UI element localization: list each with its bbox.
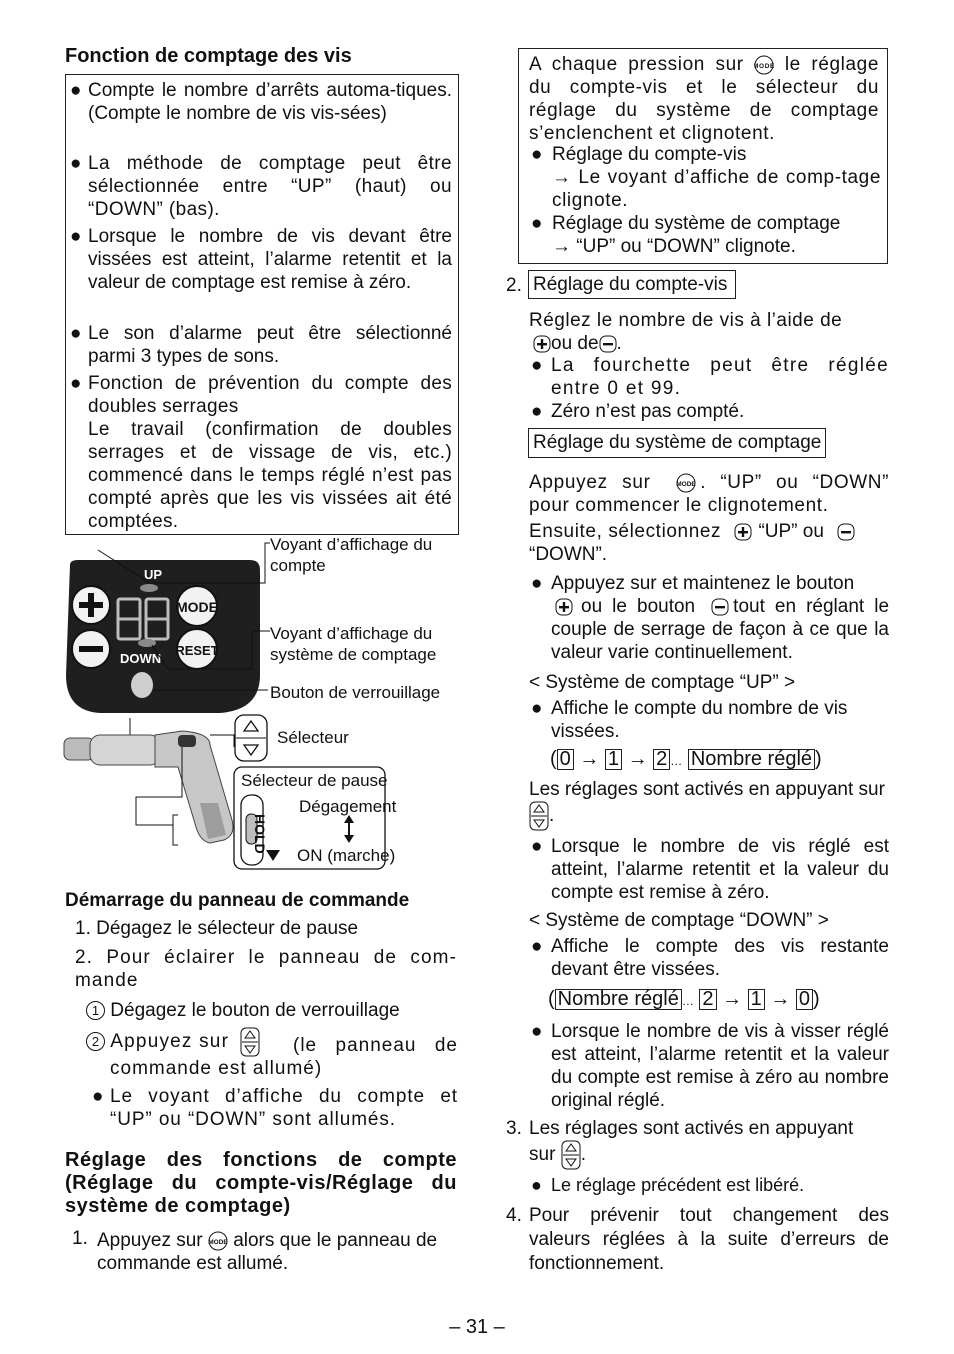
bullet-icon: ● (70, 153, 82, 174)
page-number: – 31 – (449, 1316, 505, 1338)
label-on: ON (marche) (297, 846, 396, 865)
startup-substep-1: 1 Dégagez le bouton de verrouillage (86, 999, 400, 1022)
bullet-icon: ● (531, 573, 543, 594)
list-item: ● Réglage du compte-vis → Le voyant d’affiche de comp-tage clignote. (531, 144, 881, 211)
section-title-counting-settings: Réglage des fonctions de compte (Réglage du compte-vis/Réglage du système de comptage) (65, 1149, 457, 1217)
minus-icon (711, 598, 729, 616)
section-title-startup: Démarrage du panneau de commande (65, 890, 410, 911)
mode-label: MODE (176, 599, 218, 615)
counting-system-instruction-1: Appuyez sur MODE . “UP” ou “DOWN” pour commencer le clignotement. (529, 472, 889, 516)
screwdriver-illustration (64, 731, 233, 843)
bullet-icon: ● (70, 80, 82, 101)
list-item: ● La fourchette peut être réglée entre 0 et 99. (531, 355, 889, 399)
mode-icon (676, 473, 696, 493)
minus-icon (837, 523, 855, 541)
bullet-icon: ● (70, 226, 82, 247)
startup-substep-2: 2 Appuyez sur (86, 1027, 458, 1057)
mode-icon (754, 55, 774, 75)
label-pause-selector: Sélecteur de pause (241, 771, 388, 790)
activation-note: Les réglages sont activés en appuyant sur . (529, 778, 889, 831)
bullet-icon: ● (531, 144, 543, 165)
step-number: 1. (72, 1228, 88, 1249)
plus-icon (533, 335, 551, 353)
startup-step-2: 2. Pour éclairer le panneau de com-mande (75, 947, 457, 991)
mode-info-intro: A chaque pression sur MODE le réglage du compte-vis et le sélecteur du réglage du système de comptage s’enclenchent et clignotent. (529, 54, 879, 144)
plus-icon (555, 598, 573, 616)
list-item: ● Fonction de prévention du compte des doubles serrages Le travail (confirmation de doubles serrages et de vissage de vis, etc.) commencé dans le temps réglé n’est pas compté après que les vis vissées ait été comptées. (70, 373, 452, 532)
list-item: ● Compte le nombre d’arrêts automa-tiques. (Compte le nombre de vis vis-sées) (70, 80, 452, 124)
screw-count-instruction-2: ou de . (533, 332, 622, 355)
control-panel-diagram (60, 535, 460, 875)
step-number: 2. (506, 275, 522, 296)
svg-text:MODE: MODE (208, 1238, 228, 1246)
bullet-icon: ● (531, 836, 543, 857)
list-item: ● Zéro n’est pas compté. (531, 401, 745, 422)
counting-system-instruction-2: Ensuite, sélectionnez “UP” ou “DOWN”. (529, 520, 889, 566)
list-item: ● La méthode de comptage peut être sélectionnée entre “UP” (haut) ou “DOWN” (bas). (70, 153, 452, 220)
list-item: ● Le voyant d’affiche du compte et “UP” ou “DOWN” sont allumés. (92, 1086, 458, 1130)
list-item: ● Appuyez sur et maintenez le bouton ou le bouton tout en réglant le couple de serrage de façon à ce que la valeur varie continuellement. (531, 573, 890, 663)
bullet-icon: ● (531, 401, 543, 422)
list-item: ● Le son d’alarme peut être sélectionné parmi 3 types de sons. (70, 323, 452, 367)
screw-count-instruction: Réglez le nombre de vis à l’aide de (529, 310, 843, 331)
startup-step-1: 1. Dégagez le sélecteur de pause (75, 918, 359, 939)
step-number: 3. (506, 1118, 522, 1139)
up-indicator (140, 584, 158, 592)
selector-icon (529, 801, 549, 831)
label-lock-button: Bouton de verrouillage (270, 683, 441, 702)
up-sequence: ( 0 → 1 → 2 … Nombre réglé ) (550, 748, 822, 770)
bullet-icon: ● (531, 355, 543, 376)
svg-text:MODE: MODE (754, 62, 775, 70)
lock-button (131, 672, 153, 698)
list-item: ● Le réglage précédent est libéré. (531, 1175, 805, 1195)
circled-number: 2 (86, 1032, 105, 1051)
bullet-icon: ● (92, 1086, 104, 1107)
list-item: ● Lorsque le nombre de vis devant être vissées est atteint, l’alarme retentit et la valeur de comptage est remise à zéro. (70, 226, 452, 293)
up-label: UP (144, 567, 163, 582)
list-item: ● Lorsque le nombre de vis à visser réglé est atteint, l’alarme retentit et la valeur du compte est remise à zéro au nombre original réglé. (531, 1021, 889, 1111)
bullet-icon: ● (531, 213, 543, 234)
circled-number: 1 (86, 1001, 105, 1020)
startup-substep-2-text: (le panneau de commande est allumé) (110, 1035, 458, 1079)
step-number: 4. (506, 1205, 522, 1226)
down-label: DOWN (120, 651, 162, 666)
settings-step-4: Pour prévenir tout changement des valeurs réglées à la suite d’erreurs de fonctionnement. (529, 1205, 889, 1274)
reset-label: RESET (175, 643, 219, 658)
counting-system-setting-box: Réglage du système de comptage (528, 428, 826, 458)
list-item: ● Affiche le compte du nombre de vis vissées. (531, 698, 848, 742)
svg-text:MODE: MODE (676, 480, 697, 488)
bullet-icon: ● (70, 373, 82, 394)
settings-step-3: Les réglages sont activés en appuyant sur . (529, 1117, 889, 1170)
bullet-icon: ● (531, 936, 543, 957)
label-system-indicator: Voyant d’affichage du système de comptage (270, 624, 437, 664)
bullet-icon: ● (531, 698, 543, 719)
label-release: Dégagement (299, 797, 397, 816)
selector-icon (561, 1140, 581, 1170)
settings-step-1: Appuyez sur MODE alors que le panneau de commande est allumé. (97, 1230, 438, 1274)
plus-icon (734, 523, 752, 541)
label-selector: Sélecteur (277, 728, 349, 747)
down-sequence: ( Nombre réglé … 2 → 1 → 0 ) (548, 988, 820, 1010)
list-item: ● Réglage du système de comptage → “UP” ou “DOWN” clignote. (531, 213, 841, 257)
up-system-title: < Système de comptage “UP” > (529, 672, 796, 693)
bullet-icon: ● (531, 1021, 543, 1042)
hold-label: HOLD (252, 814, 268, 854)
mode-icon (208, 1231, 228, 1251)
minus-icon (599, 335, 617, 353)
section-title-counting: Fonction de comptage des vis (65, 45, 352, 67)
bullet-icon: ● (531, 1175, 542, 1195)
list-item: ● Lorsque le nombre de vis réglé est atteint, l’alarme retentit et la valeur du compte est remise à zéro. (531, 836, 889, 903)
down-system-title: < Système de comptage “DOWN” > (529, 910, 829, 931)
bullet-icon: ● (70, 323, 82, 344)
screw-count-setting-box: Réglage du compte-vis (528, 270, 736, 299)
down-indicator (138, 639, 156, 647)
label-count-indicator: Voyant d’affichage du compte (270, 535, 433, 575)
list-item: ● Affiche le compte des vis restante devant être vissées. (531, 936, 889, 980)
